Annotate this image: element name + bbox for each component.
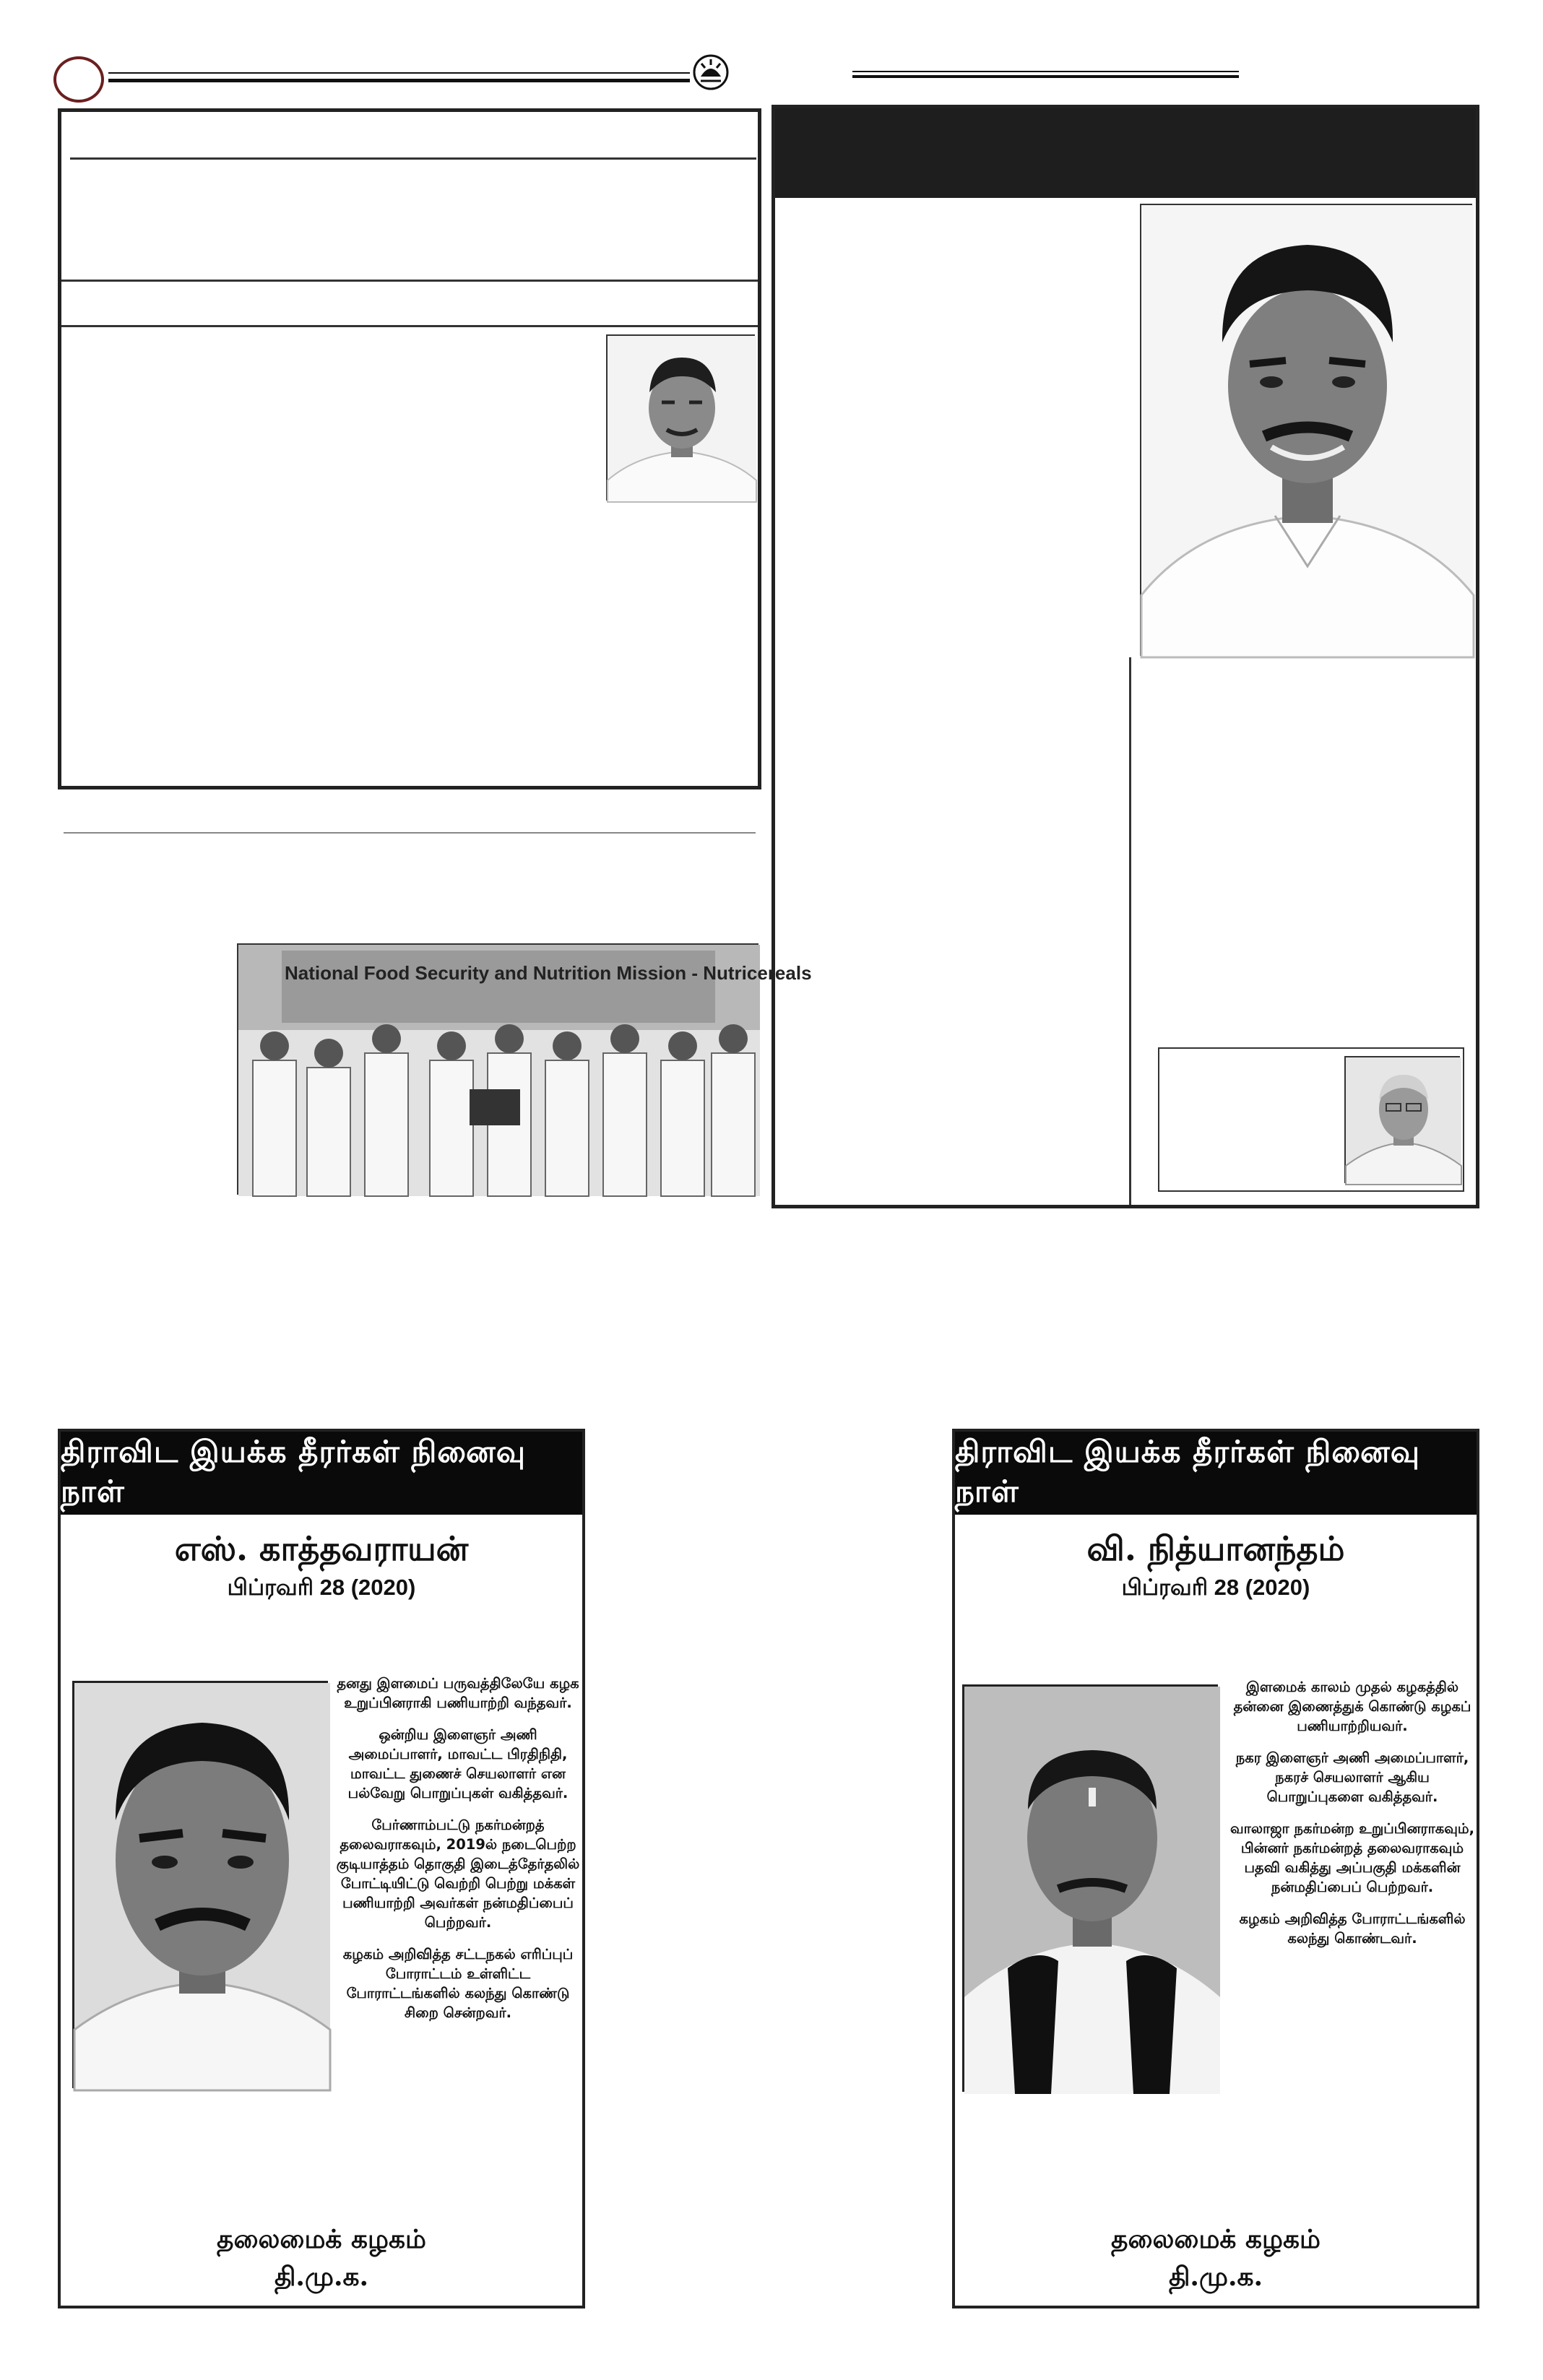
article-section-rule-1	[61, 280, 758, 282]
left-column-separator	[64, 832, 756, 834]
memorial-ad-right	[952, 1429, 1479, 2308]
article-headline-rule	[70, 157, 756, 160]
minister-portrait-photo	[606, 334, 755, 501]
memorial-ad-left	[58, 1429, 585, 2308]
memorial-left-signature-line1: தலைமைக் கழகம்	[217, 2224, 426, 2254]
memorial-right-photo	[962, 1684, 1218, 2092]
memorial-right-name: வி. நித்யானந்தம்	[1086, 1529, 1345, 1568]
header-rule-right	[852, 71, 1239, 78]
event-group-photo	[237, 943, 812, 1195]
page-number-circle	[53, 56, 104, 103]
article-column-divider	[1129, 657, 1131, 1205]
memorial-right-paragraph-3: வாலாஜா நகர்மன்ற உறுப்பினராகவும், பின்னர் நகர்மன்றத் தலைவராகவும் பதவி வகித்து அப்பகுதி மக்களின் நன்மதிப்பைப் பெற்றவர்.	[1230, 1820, 1474, 1895]
memorial-left-signature	[61, 2220, 582, 2295]
memorial-left-paragraph-3: பேர்ணாம்பட்டு நகர்மன்றத் தலைவராகவும், 2019ல் நடைபெற்ற குடியாத்தம் தொகுதி இடைத்தேர்தலில் போட்டியிட்டு வெற்றி பெற்று மக்கள் பணியாற்றி அவர்கள் நன்மதிப்பைப் பெற்றவர்.	[336, 1817, 580, 1931]
memorial-left-paragraph-1: தனது இளமைப் பருவத்திலேயே கழக உறுப்பினராகி பணியாற்றி வந்தவர்.	[337, 1675, 579, 1711]
memorial-left-paragraph-2: ஒன்றிய இளைஞர் அணி அமைப்பாளர், மாவட்ட பிரதிநிதி, மாவட்ட துணைச் செயலாளர் என பல்வேறு பொறுப்புகள் வகித்தவர்.	[347, 1726, 569, 1801]
rising-sun-emblem-icon	[692, 53, 730, 91]
memorial-right-paragraph-2: நகர இளைஞர் அணி அமைப்பாளர், நகரச் செயலாளர் ஆகிய பொறுப்புகளை வகித்தவர்.	[1235, 1749, 1469, 1805]
memorial-right-date: பிப்ரவரி 28 (2020)	[1121, 1575, 1310, 1600]
headline-black-band	[775, 108, 1476, 198]
memorial-left-bio	[335, 1674, 581, 2035]
leader-portrait-photo	[1140, 204, 1472, 656]
memorial-left-paragraph-4: கழகம் அறிவித்த சட்டநகல் எரிப்புப் போராட்டம் உள்ளிட்ட போராட்டங்களில் கலந்து கொண்டு சிறை சென்றவர்.	[342, 1946, 574, 2021]
inset-obituary-box	[1158, 1047, 1464, 1192]
event-banner-text: National Food Security and Nutrition Mission - Nutricereals	[285, 962, 812, 984]
right-article-box	[772, 105, 1479, 1208]
memorial-right-paragraph-4: கழகம் அறிவித்த போராட்டங்களில் கலந்து கொண்டவர்.	[1239, 1911, 1466, 1947]
memorial-right-signature-line2: தி.மு.க.	[1168, 2262, 1263, 2292]
memorial-left-name: எஸ். காத்தவராயன்	[174, 1529, 469, 1568]
memorial-left-banner: திராவிட இயக்க தீரர்கள் நினைவு நாள்	[61, 1432, 582, 1515]
memorial-right-signature-line1: தலைமைக் கழகம்	[1111, 2224, 1321, 2254]
inset-portrait-photo	[1344, 1056, 1460, 1183]
memorial-right-banner: திராவிட இயக்க தீரர்கள் நினைவு நாள்	[955, 1432, 1477, 1515]
header-rule-left	[108, 72, 690, 82]
left-article-box	[58, 108, 761, 789]
article-section-rule-2	[61, 325, 758, 327]
memorial-right-bio	[1229, 1677, 1475, 1960]
memorial-left-date: பிப்ரவரி 28 (2020)	[227, 1575, 416, 1600]
memorial-left-signature-line2: தி.மு.க.	[274, 2262, 369, 2292]
memorial-left-photo	[72, 1681, 328, 2088]
memorial-right-signature	[955, 2220, 1477, 2295]
memorial-right-paragraph-1: இளமைக் காலம் முதல் கழகத்தில் தன்னை இணைத்துக் கொண்டு கழகப் பணியாற்றியவர்.	[1233, 1679, 1471, 1734]
